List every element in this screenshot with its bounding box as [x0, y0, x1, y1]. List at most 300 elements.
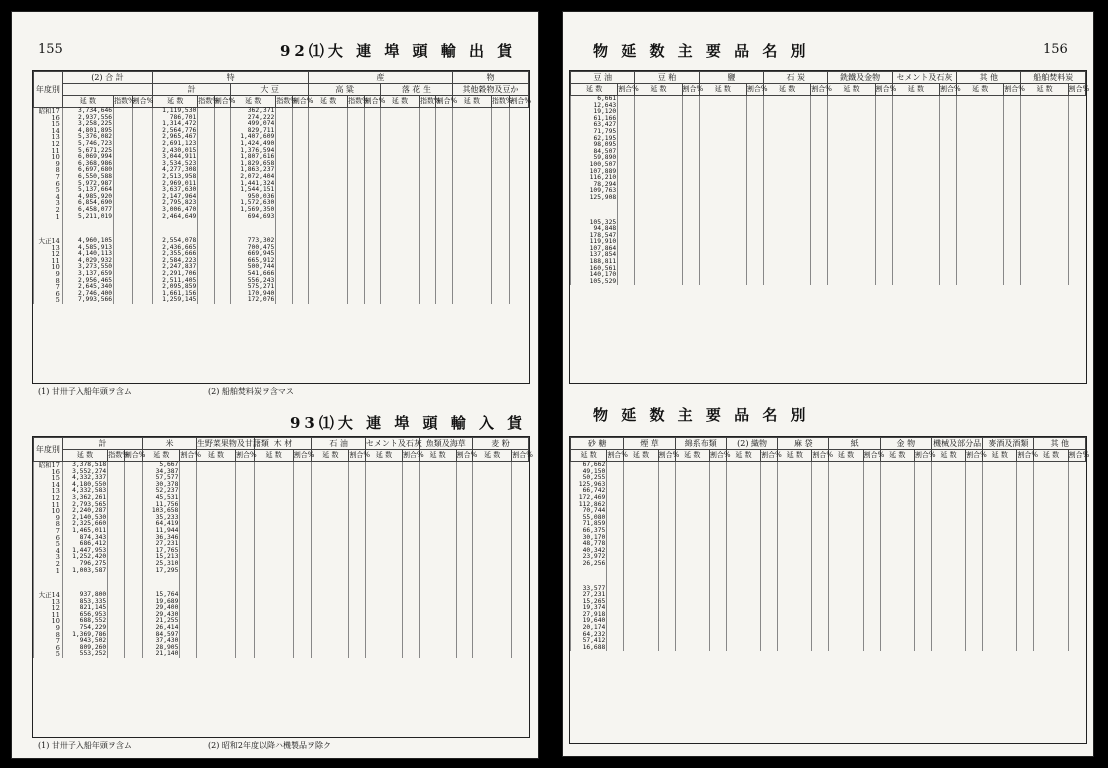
cell: [236, 618, 255, 625]
table-row: [34, 651, 529, 658]
cell: [349, 618, 366, 625]
cell: [236, 515, 255, 522]
cell: [764, 129, 811, 136]
cell: [452, 134, 491, 141]
year-cell: 8: [34, 521, 63, 528]
cell: [618, 239, 635, 246]
spacer: [62, 84, 152, 96]
cell: [108, 638, 124, 645]
cell: [196, 502, 235, 509]
cell: [254, 541, 293, 548]
cell: [132, 167, 153, 174]
cell: [812, 618, 829, 625]
cell: [607, 554, 624, 561]
cell: [365, 469, 402, 476]
cell: [365, 508, 402, 515]
cell: [828, 175, 875, 182]
cell: [726, 515, 760, 522]
cell: [452, 121, 491, 128]
cell: [452, 271, 491, 278]
total-cell: 2,140,530: [62, 515, 107, 522]
cell: [709, 561, 726, 568]
soybean-cell: 669,945: [231, 251, 276, 258]
cell: [276, 200, 292, 207]
cell: [132, 148, 153, 155]
cell: [473, 625, 512, 632]
cell: [607, 618, 624, 625]
cell: [124, 599, 143, 606]
cell: [658, 586, 675, 593]
cell: [635, 149, 682, 156]
cell: [292, 161, 308, 168]
cell: [1034, 502, 1068, 509]
cell: [1034, 554, 1068, 561]
cell: [761, 508, 778, 515]
cell: [682, 129, 699, 136]
import-continued-table: [569, 436, 1090, 744]
cell: [624, 592, 658, 599]
cell: [726, 568, 760, 586]
cell: [180, 632, 196, 639]
cell: [254, 618, 293, 625]
year-cell: 6: [34, 291, 63, 298]
cell: [254, 548, 293, 555]
cell: [403, 462, 419, 469]
cell: [618, 182, 635, 189]
table-row: [34, 625, 529, 632]
col-header: 麥酒及酒類: [983, 438, 1034, 450]
cell: [939, 129, 956, 136]
cell: [983, 488, 1017, 495]
cell: [365, 554, 402, 561]
cell: [381, 181, 420, 188]
year-cell: 5: [34, 541, 63, 548]
cell: [309, 264, 348, 271]
cell: [132, 284, 153, 291]
cell: [231, 220, 276, 238]
cell: [312, 488, 349, 495]
cell: [108, 592, 124, 599]
cell: [624, 475, 658, 482]
cell: [812, 592, 829, 599]
total-cell: 4,985,920: [62, 194, 113, 201]
cell: [863, 554, 880, 561]
cell: [1068, 195, 1085, 202]
total-cell: 4,960,105: [62, 238, 113, 245]
cell: [1034, 618, 1068, 625]
rice-cell: 35,233: [143, 515, 180, 522]
cell: [420, 264, 436, 271]
cell: [114, 271, 132, 278]
cell: [957, 96, 1004, 103]
rice-cell: 30,378: [143, 482, 180, 489]
cell: [880, 535, 914, 542]
cell: [658, 632, 675, 639]
cell: [452, 278, 491, 285]
cell: [124, 632, 143, 639]
value-cell: 78,294: [571, 182, 618, 189]
sum-cell: 2,147,964: [153, 194, 198, 201]
cell: [419, 548, 456, 555]
cell: [709, 469, 726, 476]
cell: [452, 161, 491, 168]
cell: [510, 278, 529, 285]
cell: [1021, 149, 1068, 156]
cell: [214, 297, 230, 304]
cell: [436, 220, 452, 238]
cell: [709, 488, 726, 495]
cell: [114, 214, 132, 221]
cell: [236, 568, 255, 575]
cell: [746, 188, 763, 195]
cell: [292, 154, 308, 161]
sub-header: 割合%: [966, 450, 983, 462]
cell: [1021, 252, 1068, 259]
cell: [892, 116, 939, 123]
cell: [473, 632, 512, 639]
cell: [635, 279, 682, 286]
cell: [811, 136, 828, 143]
cell: [198, 284, 214, 291]
year-cell: 10: [34, 264, 63, 271]
total-cell: 686,412: [62, 541, 107, 548]
cell: [957, 220, 1004, 227]
cell: [983, 638, 1017, 645]
cell: [682, 246, 699, 253]
cell: [364, 297, 380, 304]
value-cell: 66,742: [571, 488, 607, 495]
cell: [1017, 495, 1034, 502]
cell: [419, 632, 456, 639]
cell: [436, 115, 452, 122]
cell: [635, 96, 682, 103]
cell: [108, 645, 124, 652]
cell: [254, 605, 293, 612]
cell: [419, 651, 456, 658]
cell: [1017, 482, 1034, 489]
value-cell: 71,859: [571, 521, 607, 528]
cell: [931, 469, 965, 476]
value-cell: 62,195: [571, 136, 618, 143]
cell: [452, 238, 491, 245]
cell: [658, 475, 675, 482]
cell: [510, 291, 529, 298]
cell: [709, 495, 726, 502]
cell: [293, 599, 312, 606]
rice-cell: 15,213: [143, 554, 180, 561]
cell: [124, 645, 143, 652]
cell: [1068, 586, 1085, 593]
cell: [293, 574, 312, 592]
cell: [196, 638, 235, 645]
cell: [108, 475, 124, 482]
cell: [828, 252, 875, 259]
cell: [276, 245, 292, 252]
table-row: [571, 195, 1086, 202]
cell: [196, 599, 235, 606]
cell: [348, 141, 364, 148]
cell: [892, 266, 939, 273]
total-cell: 4,029,932: [62, 258, 113, 265]
cell: [726, 521, 760, 528]
cell: [618, 155, 635, 162]
cell: [957, 149, 1004, 156]
cell: [618, 220, 635, 227]
cell: [348, 167, 364, 174]
cell: [456, 574, 472, 592]
total-cell: 3,362,261: [62, 495, 107, 502]
cell: [254, 568, 293, 575]
cell: [624, 521, 658, 528]
cell: [108, 618, 124, 625]
cell: [746, 169, 763, 176]
cell: [510, 297, 529, 304]
cell: [746, 226, 763, 233]
cell: [420, 271, 436, 278]
cell: [132, 258, 153, 265]
cell: [875, 266, 892, 273]
cell: [420, 297, 436, 304]
spacer-row: [571, 202, 1086, 220]
cell: [761, 625, 778, 632]
cell: [381, 154, 420, 161]
cell: [1068, 129, 1085, 136]
cell: [1021, 182, 1068, 189]
table-row: [571, 136, 1086, 143]
table-row: [571, 586, 1086, 593]
cell: [764, 109, 811, 116]
cell: [658, 625, 675, 632]
cell: [403, 651, 419, 658]
cell: [348, 220, 364, 238]
cell: [473, 521, 512, 528]
cell: [452, 284, 491, 291]
cell: [512, 548, 529, 555]
cell: [473, 599, 512, 606]
cell: [828, 259, 875, 266]
spacer-row: [34, 220, 529, 238]
cell: [381, 264, 420, 271]
cell: [1068, 469, 1085, 476]
cell: [880, 502, 914, 509]
cell: [939, 142, 956, 149]
cell: [312, 528, 349, 535]
cell: [658, 482, 675, 489]
sub-header: 延 数: [880, 450, 914, 462]
cell: [349, 599, 366, 606]
cell: [108, 605, 124, 612]
total-cell: 2,645,340: [62, 284, 113, 291]
value-cell: 105,529: [571, 279, 618, 286]
cell: [764, 155, 811, 162]
cell: [880, 521, 914, 528]
cell: [726, 625, 760, 632]
cell: [349, 521, 366, 528]
cell: [761, 599, 778, 606]
cell: [1068, 515, 1085, 522]
sub-header: 延 数: [381, 96, 420, 108]
soybean-cell: 1,441,324: [231, 181, 276, 188]
total-cell: 3,258,225: [62, 121, 113, 128]
cell: [699, 129, 746, 136]
cell: [292, 108, 308, 115]
import-continued-title: 物 延 数 主 要 品 名 別: [593, 406, 810, 424]
cell: [456, 541, 472, 548]
cell: [635, 202, 682, 220]
cell: [624, 618, 658, 625]
cell: [293, 618, 312, 625]
cell: [764, 233, 811, 240]
cell: [293, 508, 312, 515]
cell: [452, 297, 491, 304]
cell: [381, 148, 420, 155]
soybean-cell: 2,072,404: [231, 174, 276, 181]
cell: [1034, 586, 1068, 593]
cell: [658, 568, 675, 586]
cell: [452, 291, 491, 298]
cell: [1034, 521, 1068, 528]
cell: [198, 187, 214, 194]
cell: [254, 521, 293, 528]
cell: [381, 108, 420, 115]
cell: [214, 220, 230, 238]
cell: [939, 109, 956, 116]
cell: [675, 469, 709, 476]
cell: [699, 103, 746, 110]
cell: [349, 605, 366, 612]
cell: [114, 264, 132, 271]
import-table-title: 93⑴大 連 埠 頭 輸 入 貨: [290, 414, 527, 432]
cell: [491, 245, 509, 252]
cell: [571, 568, 607, 586]
total-cell: 6,458,077: [62, 207, 113, 214]
value-cell: 107,889: [571, 169, 618, 176]
cell: [309, 108, 348, 115]
table-row: [571, 122, 1086, 129]
cell: [931, 482, 965, 489]
cell: [618, 226, 635, 233]
cell: [452, 128, 491, 135]
cell: [829, 482, 863, 489]
cell: [863, 482, 880, 489]
cell: [726, 482, 760, 489]
cell: [473, 482, 512, 489]
cell: [124, 521, 143, 528]
cell: [403, 495, 419, 502]
cell: [811, 175, 828, 182]
cell: [675, 528, 709, 535]
cell: [828, 109, 875, 116]
sub-header: 割合%: [939, 84, 956, 96]
value-cell: 55,080: [571, 515, 607, 522]
cell: [309, 181, 348, 188]
cell: [124, 568, 143, 575]
cell: [811, 169, 828, 176]
cell: [658, 599, 675, 606]
cell: [709, 502, 726, 509]
cell: [1034, 482, 1068, 489]
cell: [114, 181, 132, 188]
cell: [276, 284, 292, 291]
cell: [510, 207, 529, 214]
table-row: [571, 521, 1086, 528]
cell: [939, 169, 956, 176]
cell: [214, 181, 230, 188]
cell: [709, 554, 726, 561]
cell: [214, 167, 230, 174]
cell: [312, 502, 349, 509]
cell: [709, 645, 726, 652]
cell: [180, 469, 196, 476]
sum-cell: 2,291,706: [153, 271, 198, 278]
cell: [365, 482, 402, 489]
cell: [1017, 548, 1034, 555]
cell: [1068, 535, 1085, 542]
cell: [381, 167, 420, 174]
cell: [983, 605, 1017, 612]
cell: [658, 488, 675, 495]
total-cell: 6,854,690: [62, 200, 113, 207]
cell: [726, 502, 760, 509]
cell: [983, 462, 1017, 469]
cell: [746, 279, 763, 286]
cell: [236, 592, 255, 599]
cell: [420, 108, 436, 115]
rice-cell: 45,531: [143, 495, 180, 502]
cell: [1068, 202, 1085, 220]
cell: [309, 207, 348, 214]
cell: [196, 508, 235, 515]
cell: [863, 502, 880, 509]
cell: [419, 605, 456, 612]
cell: [510, 194, 529, 201]
cell: [726, 612, 760, 619]
cell: [292, 264, 308, 271]
cell: [1068, 495, 1085, 502]
cell: [198, 278, 214, 285]
cell: [236, 554, 255, 561]
cell: [957, 103, 1004, 110]
cell: [778, 586, 812, 593]
cell: [365, 502, 402, 509]
group-header-total: (2) 合 計: [62, 72, 152, 84]
year-cell: 9: [34, 515, 63, 522]
cell: [966, 462, 983, 469]
cell: [746, 246, 763, 253]
cell: [829, 618, 863, 625]
cell: [892, 188, 939, 195]
cell: [236, 574, 255, 592]
cell: [381, 271, 420, 278]
table-row: [571, 279, 1086, 286]
sub-header: 指数%: [420, 96, 436, 108]
cell: [419, 599, 456, 606]
cell: [214, 187, 230, 194]
cell: [108, 515, 124, 522]
cell: [436, 271, 452, 278]
cell: [214, 264, 230, 271]
cell: [510, 134, 529, 141]
cell: [312, 645, 349, 652]
cell: [983, 645, 1017, 652]
cell: [1068, 645, 1085, 652]
cell: [309, 271, 348, 278]
cell: [403, 488, 419, 495]
cell: [983, 618, 1017, 625]
cell: [1021, 272, 1068, 279]
cell: [436, 121, 452, 128]
sum-cell: 3,006,470: [153, 207, 198, 214]
